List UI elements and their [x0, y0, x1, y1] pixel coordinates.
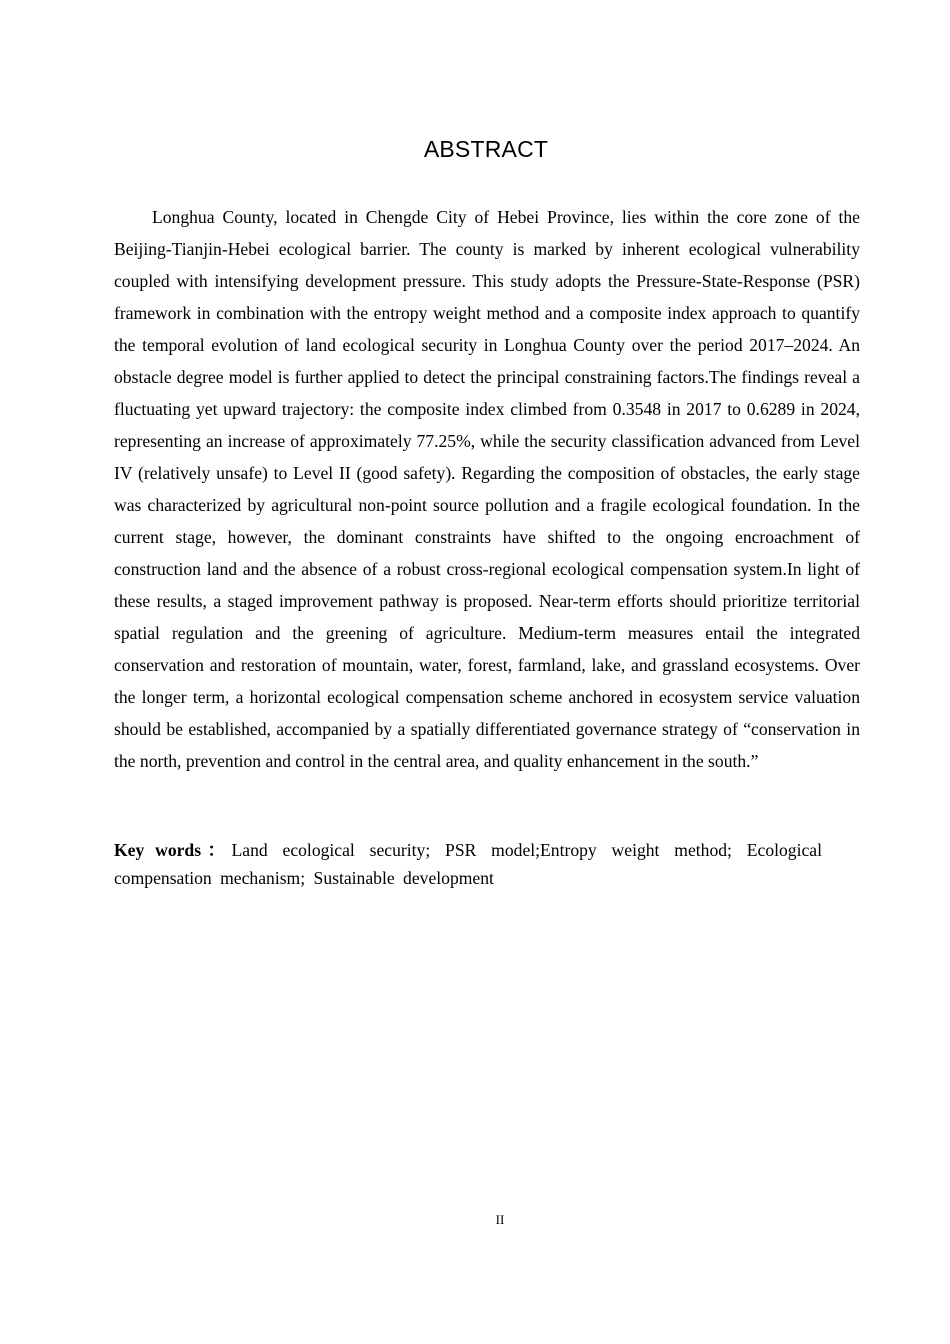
- keywords-label: Key words：: [114, 840, 232, 860]
- abstract-title: ABSTRACT: [423, 136, 549, 162]
- page-number: II: [495, 1212, 505, 1227]
- abstract-body: Longhua County, located in Chengde City of Hebei Province, lies within the core zone of the Beijing-Tianjin-Hebei ecological barrier. The county is marked by inherent ecological vulnerability coupled with intensifying development pressure. This study adopts the Pressure-State-Response (PSR) framework in combination with the entropy weight method and a composite index approach to quantify the temporal evolution of land ecological security in Longhua County over the period 2017–2024. An obstacle degree model is further applied to detect the principal constraining factors.The findings reveal a fluctuating yet upward trajectory: the composite index climbed from 0.3548 in 2017 to 0.6289 in 2024, representing an increase of approximately 77.25%, while the security classification advanced from Level IV (relatively unsafe) to Level II (good safety). Regarding the composition of obstacles, the early stage was characterized by agricultural non-point source pollution and a fragile ecological foundation. In the current stage, however, the dominant constraints have shifted to the ongoing encroachment of construction land and the absence of a robust cross-regional ecological compensation system.In light of these results, a staged improvement pathway is proposed. Near-term efforts should prioritize territorial spatial regulation and the greening of agriculture. Medium-term measures entail the integrated conservation and restoration of mountain, water, forest, farmland, lake, and grassland ecosystems. Over the longer term, a horizontal ecological compensation scheme anchored in ecosystem service valuation should be established, accompanied by a spatially differentiated governance strategy of “conservation in the north, prevention and control in the central area, and quality enhancement in the south.”: [114, 207, 860, 771]
- keywords-text: Land ecological security; PSR model;Entropy weight method; Ecological compensation mechanism; Sustainable development: [114, 840, 822, 888]
- keywords-paragraph: [114, 836, 822, 892]
